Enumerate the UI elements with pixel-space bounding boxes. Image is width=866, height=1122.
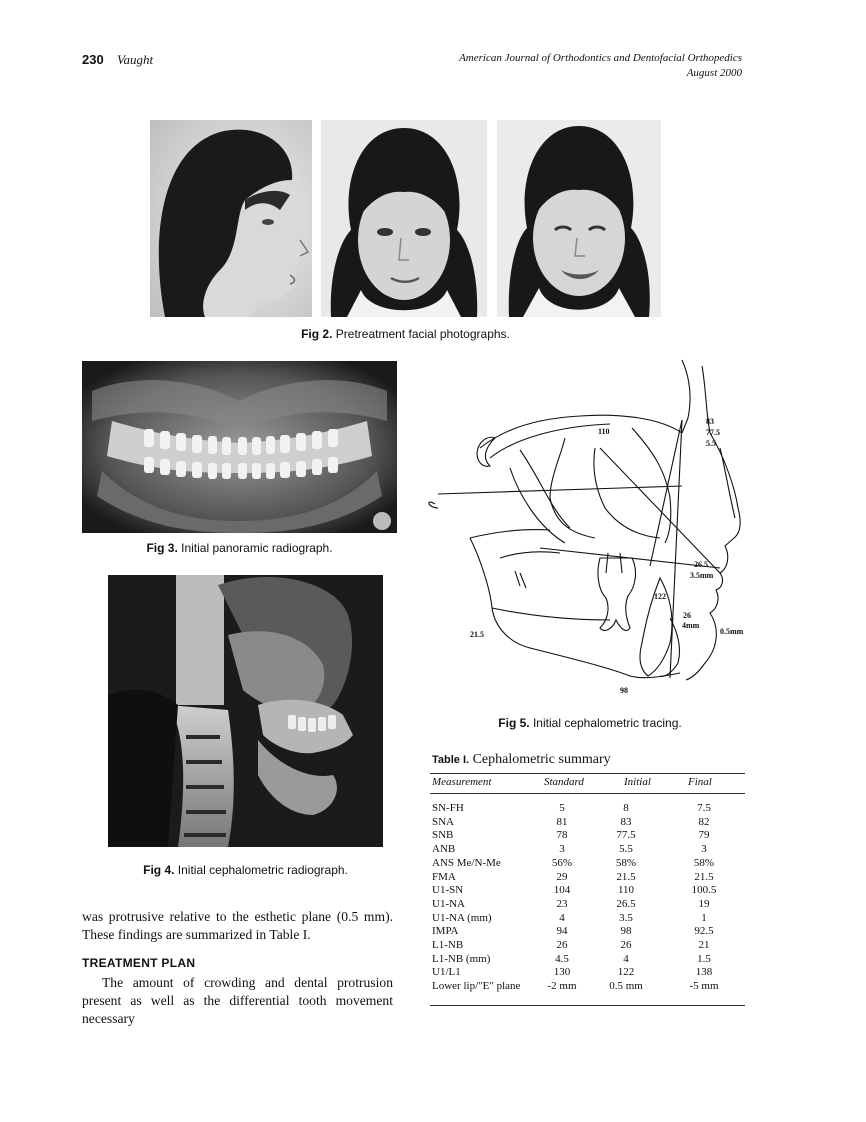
cell-measurement: SNA [432, 815, 455, 828]
cell-final: 92.5 [694, 925, 714, 938]
tracing-label-0-5mm: 0.5mm [720, 627, 744, 636]
table-body [432, 802, 744, 994]
fig5-caption-text: Initial cephalometric tracing. [532, 716, 682, 730]
cell-final: 1.5 [697, 952, 711, 965]
panoramic-radiograph [82, 361, 397, 533]
cell-final: 138 [695, 966, 713, 979]
cell-initial: 83 [620, 815, 632, 828]
tracing-label-110: 110 [598, 427, 610, 436]
fig2-label: Fig 2. [301, 327, 333, 341]
journal-title: American Journal of Orthodontics and Dentofacial Orthopedics [459, 52, 742, 64]
cell-standard: -2 mm [547, 980, 577, 993]
cell-final: 82 [698, 815, 710, 828]
issue-date: August 2000 [686, 67, 742, 79]
facial-photo-frontal [321, 120, 487, 317]
cell-measurement: U1-SN [432, 884, 464, 897]
cell-final: 100.5 [691, 884, 717, 897]
cell-measurement: U1-NA [432, 897, 465, 910]
table-row [432, 980, 740, 994]
facial-photo-smiling [497, 120, 661, 317]
table-label: Table I. [432, 754, 470, 766]
tracing-label-122: 122 [654, 592, 666, 601]
tracing-label-4mm: 4mm [682, 621, 700, 630]
facial-photo-profile [150, 120, 312, 317]
cell-final: 7.5 [697, 802, 711, 814]
table-row [432, 816, 740, 830]
col-initial: Initial [624, 776, 651, 788]
cell-measurement: IMPA [432, 925, 459, 938]
cell-final: 58% [693, 856, 715, 869]
table-row [432, 871, 740, 885]
cell-final: 19 [698, 897, 710, 910]
fig4-caption-text: Initial cephalometric radiograph. [177, 863, 348, 877]
fig4-caption [108, 863, 383, 877]
cell-initial: 77.5 [616, 829, 636, 842]
cell-standard: 29 [556, 870, 568, 883]
cephalometric-tracing [420, 358, 760, 703]
fig4-label: Fig 4. [143, 863, 175, 877]
table-row [432, 925, 740, 939]
cell-measurement: L1-NB (mm) [432, 952, 491, 965]
cell-measurement: U1-NA (mm) [432, 911, 492, 924]
table-row [432, 912, 740, 926]
table-row [432, 898, 740, 912]
table-header-rule [430, 793, 745, 794]
cell-measurement: SNB [432, 829, 454, 842]
cell-initial: 58% [615, 856, 637, 869]
table-title [432, 752, 611, 768]
table-row [432, 843, 740, 857]
tracing-label-83: 83 [706, 417, 714, 426]
body-paragraph-2: The amount of crowding and dental protrusion present as well as the differential tooth movement necessary [82, 975, 393, 1026]
cell-initial: 122 [617, 966, 635, 979]
cell-initial: 21.5 [616, 870, 636, 883]
cell-initial: 98 [620, 925, 632, 938]
tracing-label-21-5: 21.5 [470, 630, 484, 639]
cell-final: -5 mm [689, 980, 719, 993]
table-row [432, 939, 740, 953]
cell-final: 79 [698, 829, 710, 842]
fig2-caption [150, 327, 661, 341]
table-title-text: Cephalometric summary [472, 752, 611, 767]
table-top-rule [430, 773, 745, 774]
col-measurement: Measurement [432, 776, 492, 788]
tracing-label-3-5mm: 3.5mm [690, 571, 714, 580]
tracing-label-26-5: 26.5 [694, 560, 708, 569]
cell-initial: 110 [617, 884, 635, 897]
tracing-label-5-5: 5.5 [706, 439, 716, 448]
page-number: 230 [82, 52, 104, 67]
cell-measurement: SN-FH [432, 802, 464, 814]
cell-standard: 81 [556, 815, 568, 828]
fig5-label: Fig 5. [498, 716, 530, 730]
cell-standard: 4.5 [555, 952, 569, 965]
fig3-caption [82, 541, 397, 555]
table-row [432, 829, 740, 843]
col-standard: Standard [544, 776, 584, 788]
cell-initial: 5.5 [619, 843, 633, 856]
fig2-caption-text: Pretreatment facial photographs. [335, 327, 510, 341]
cell-standard: 5 [559, 802, 565, 814]
cell-measurement: ANB [432, 843, 456, 856]
col-final: Final [688, 776, 712, 788]
fig3-label: Fig 3. [146, 541, 178, 555]
cell-standard: 104 [553, 884, 571, 897]
cell-standard: 78 [556, 829, 568, 842]
cell-initial: 4 [623, 952, 629, 965]
fig5-caption [420, 716, 760, 730]
body-paragraph-1: was protrusive relative to the esthetic plane (0.5 mm). These findings are summarized in Table I. [82, 909, 393, 942]
cell-final: 21 [698, 939, 710, 952]
running-author: Vaught [117, 52, 154, 67]
cell-measurement: L1-NB [432, 939, 464, 952]
cell-initial: 3.5 [619, 911, 633, 924]
cell-standard: 94 [556, 925, 568, 938]
cell-measurement: Lower lip/"E" plane [432, 980, 521, 993]
cell-standard: 130 [553, 966, 571, 979]
cell-final: 1 [701, 911, 707, 924]
cephalometric-table [432, 802, 740, 994]
cell-initial: 26.5 [616, 897, 636, 910]
cell-standard: 4 [559, 911, 565, 924]
cell-standard: 56% [551, 856, 573, 869]
table-row [432, 966, 740, 980]
cell-measurement: ANS Me/N-Me [432, 856, 501, 869]
cell-final: 21.5 [694, 870, 714, 883]
cell-standard: 26 [556, 939, 568, 952]
cell-final: 3 [701, 843, 707, 856]
tracing-label-98: 98 [620, 686, 628, 695]
table-bottom-rule [430, 1005, 745, 1006]
cephalometric-radiograph [108, 575, 383, 847]
tracing-label-77-5: 77.5 [706, 428, 720, 437]
cell-measurement: FMA [432, 870, 456, 883]
table-row [432, 884, 740, 898]
cell-standard: 23 [556, 897, 568, 910]
cell-initial: 0.5 mm [609, 980, 643, 993]
tracing-label-26: 26 [683, 611, 691, 620]
fig3-caption-text: Initial panoramic radiograph. [181, 541, 333, 555]
cell-initial: 26 [620, 939, 632, 952]
cell-initial: 8 [623, 802, 629, 814]
section-heading: TREATMENT PLAN [82, 956, 196, 970]
table-row [432, 953, 740, 967]
table-row [432, 802, 740, 816]
table-row [432, 857, 740, 871]
cell-measurement: U1/L1 [432, 966, 461, 979]
cell-standard: 3 [559, 843, 565, 856]
